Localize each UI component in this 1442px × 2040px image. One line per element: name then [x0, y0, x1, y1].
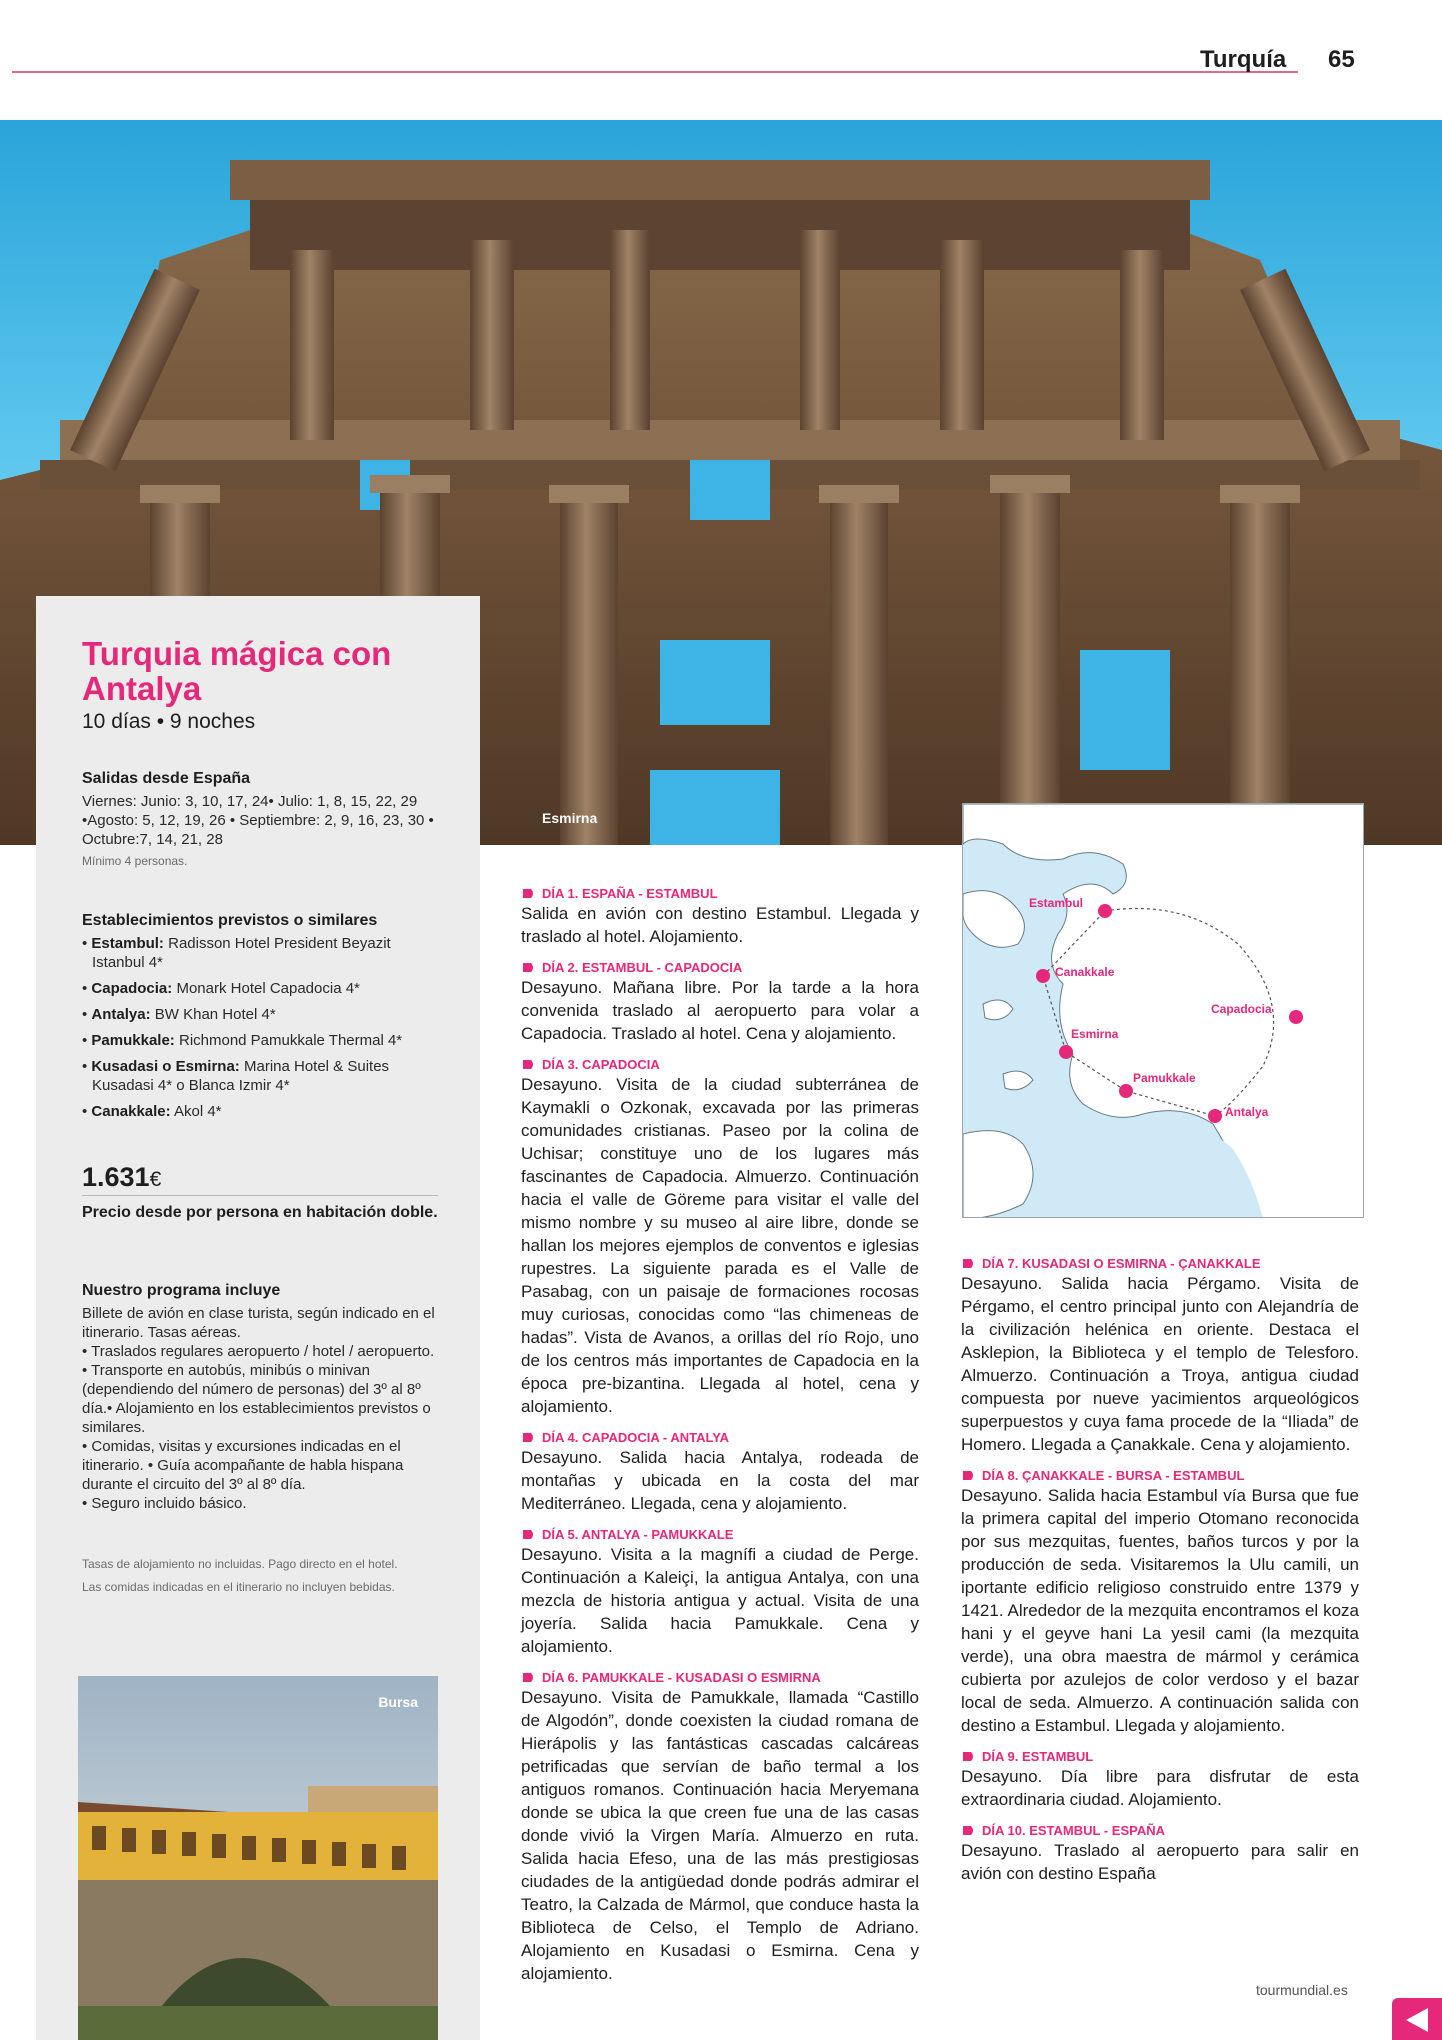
- tour-duration: 10 días • 9 noches: [82, 710, 256, 733]
- hotel-item: • Pamukkale: Richmond Pamukkale Thermal 4*: [82, 1032, 403, 1049]
- itinerary-column-1: [521, 884, 919, 1995]
- departures-text: Viernes: Junio: 3, 10, 17, 24• Julio: 1, 8, 15, 22, 29 •Agosto: 5, 12, 19, 26 • Septiembre: 2, 9, 16, 23, 30 • Octubre:7, 14, 21, 28: [82, 793, 434, 848]
- price: 1.631€: [82, 1162, 162, 1192]
- turkey-map-illustration: [963, 804, 1364, 1218]
- itinerary-day: DÍA 4. CAPADOCIA - ANTALYA Desayuno. Salida hacia Antalya, rodeada de montañas y ubicada en la costa del mar Mediterráneo. Llegada, cena y alojamiento.: [521, 1429, 919, 1513]
- hotel-item: • Capadocia: Monark Hotel Capadocia 4*: [82, 980, 360, 997]
- itinerary-day: DÍA 6. PAMUKKALE - KUSADASI O ESMIRNA Desayuno. Visita de Pamukkale, llamada “Castillo de Algodón”, donde coexisten la ciudad romana de Hierápolis y las fantásticas cascadas calcáreas petrificadas que servían de baño termal a los antiguos romanos. Continuación hacia Meryemana donde se ubica la que creen fue una de las casas donde vivió la Virgen María. Almuerzo en ruta. Salida hacia Efeso, una de las más prestigiosas ciudades de la antigüedad donde podrás admirar el Teatro, la Calzada de Mármol, que conduce hasta la Biblioteca de Celso, el Templo de Adriano. Alojamiento en Kusadasi o Esmirna. Cena y alojamiento.: [521, 1669, 919, 1983]
- map-label-pamukkale: Pamukkale: [1133, 1071, 1196, 1085]
- price-rule: [82, 1195, 438, 1196]
- bursa-photo: [78, 1676, 438, 2040]
- footer-url[interactable]: tourmundial.es: [1256, 1982, 1348, 1998]
- includes-heading: Nuestro programa incluye: [82, 1282, 281, 1299]
- hotel-item: • Antalya: BW Khan Hotel 4*: [82, 1006, 276, 1023]
- includes-text-4: • Seguro incluido básico.: [82, 1495, 247, 1512]
- tour-title: Turquia mágica con Antalya: [82, 635, 392, 707]
- itinerary-day: DÍA 10. ESTAMBUL - ESPAÑA Desayuno. Traslado al aeropuerto para salir en avión con destino España: [961, 1822, 1359, 1883]
- flag-icon: [521, 887, 536, 900]
- page-number: 65: [1328, 46, 1355, 73]
- includes-text-1: Billete de avión en clase turista, según indicado en el itinerario. Tasas aéreas.: [82, 1305, 435, 1341]
- flag-icon: [961, 1469, 976, 1482]
- triangle-left-icon: [1392, 1998, 1442, 2040]
- includes-text-2: • Traslados regulares aeropuerto / hotel / aeropuerto. • Transporte en autobús, minibús o minivan (dependiendo del número de personas) del 3º al 8º día.• Alojamiento en los establecimientos previstos o similares.: [82, 1343, 435, 1436]
- note-taxes: Tasas de alojamiento no incluidas. Pago directo en el hotel.: [82, 1557, 398, 1571]
- itinerary-day: DÍA 9. ESTAMBUL Desayuno. Día libre para disfrutar de esta extraordinaria ciudad. Alojamiento.: [961, 1748, 1359, 1809]
- flag-icon: [961, 1257, 976, 1270]
- itinerary-day: DÍA 7. KUSADASI O ESMIRNA - ÇANAKKALE Desayuno. Salida hacia Pérgamo. Visita de Pérgamo, el centro principal junto con Alejandría de la civilización helénica en oriente. Destaca el Asklepion, la Biblioteca y el templo de Telesforo. Almuerzo. Continuación a Troya, antigua ciudad compuesta por nueve yacimientos arqueológicos superpuestos y cuya fama procede de la “Iliada” de Homero. Llegada a Çanakkale. Cena y alojamiento.: [961, 1255, 1359, 1454]
- bursa-bridge-illustration: [78, 1676, 438, 2040]
- price-note: Precio desde por persona en habitación doble.: [82, 1204, 438, 1221]
- header-country: Turquía: [1200, 46, 1287, 73]
- route-map: [962, 803, 1364, 1218]
- flag-icon: [521, 1058, 536, 1071]
- itinerary-column-2: [961, 1254, 1359, 1895]
- hotel-item: • Kusadasi o Esmirna: Marina Hotel & Suites Kusadasi 4* o Blanca Izmir 4*: [82, 1058, 390, 1094]
- map-label-esmirna: Esmirna: [1071, 1027, 1119, 1041]
- map-label-canakkale: Canakkale: [1055, 965, 1115, 979]
- flag-icon: [521, 1528, 536, 1541]
- note-meals: Las comidas indicadas en el itinerario no incluyen bebidas.: [82, 1580, 395, 1594]
- flag-icon: [521, 961, 536, 974]
- map-label-antalya: Antalya: [1225, 1105, 1269, 1119]
- itinerary-day: DÍA 1. ESPAÑA - ESTAMBUL Salida en avión con destino Estambul. Llegada y traslado al hotel. Alojamiento.: [521, 885, 919, 946]
- hotel-item: • Estambul: Radisson Hotel President Beyazit Istanbul 4*: [82, 935, 391, 971]
- flag-icon: [961, 1824, 976, 1837]
- itinerary-day: DÍA 2. ESTAMBUL - CAPADOCIA Desayuno. Mañana libre. Por la tarde a la hora convenida traslado al aeropuerto para volar a Capadocia. Traslado al hotel. Cena y alojamiento.: [521, 959, 919, 1043]
- header-rule: [12, 71, 1298, 73]
- flag-icon: [521, 1431, 536, 1444]
- includes-text-3: • Comidas, visitas y excursiones indicadas en el itinerario. • Guía acompañante de habla hispana durante el circuito del 3º al 8º día.: [82, 1438, 404, 1493]
- hero-caption: Esmirna: [542, 810, 598, 826]
- tour-sidebar: [36, 596, 480, 2040]
- flag-icon: [961, 1750, 976, 1763]
- map-label-estambul: Estambul: [1029, 896, 1084, 910]
- itinerary-day: DÍA 3. CAPADOCIA Desayuno. Visita de la ciudad subterránea de Kaymakli o Ozkonak, excavada por las primeras comunidades cristianas. Paseo por la colina de Uchisar; constituye uno de los lugares más fascinantes de Capadocia. Almuerzo. Continuación hacia el valle de Göreme para visitar el valle del mismo nombre y su museo al aire libre, donde se hallan los mejores ejemplos de conventos e iglesias rupestres. La siguiente parada es el Valle de Pasabag, con un paisaje de formaciones rocosas muy curiosas, conocidas como “las chimeneas de hadas”. Vista de Avanos, a orillas del río Rojo, uno de los centros más importantes de Capadocia en la época pre-bizantina. Llegada al hotel, cena y alojamiento.: [521, 1056, 919, 1416]
- back-button[interactable]: [1392, 1998, 1442, 2040]
- hotel-item: • Canakkale: Akol 4*: [82, 1103, 222, 1120]
- departures-heading: Salidas desde España: [82, 770, 251, 787]
- map-label-capadocia: Capadocia: [1211, 1002, 1272, 1016]
- hotels-heading: Establecimientos previstos o similares: [82, 912, 378, 929]
- minimum-note: Mínimo 4 personas.: [82, 854, 188, 868]
- flag-icon: [521, 1671, 536, 1684]
- hotels-list: [82, 934, 438, 1121]
- bursa-caption: Bursa: [378, 1694, 418, 1710]
- itinerary-day: DÍA 5. ANTALYA - PAMUKKALE Desayuno. Visita a la magnífi a ciudad de Perge. Continuación a Kaleiçi, la antigua Antalya, con una mezcla de historia antigua y actual. Visita de una joyería. Salida hacia Pamukkale. Cena y alojamiento.: [521, 1526, 919, 1656]
- itinerary-day: DÍA 8. ÇANAKKALE - BURSA - ESTAMBUL Desayuno. Salida hacia Estambul vía Bursa que fue la primera capital del imperio Otomano reconocida por sus mezquitas, fuentes, baños turcos y por la producción de seda. Visitaremos la Ulu camili, un iportante edificio religioso construido entre 1379 y 1421. Alrededor de la mezquita encontramos el koza hani y el geyve hani La yesil cami (la mezquita verde), una obra maestra de mármol y cerámica cubierta por azulejos de color verdoso y el bazar local de seda. Almuerzo. A continuación salida con destino a Estambul. Llegada y alojamiento.: [961, 1467, 1359, 1735]
